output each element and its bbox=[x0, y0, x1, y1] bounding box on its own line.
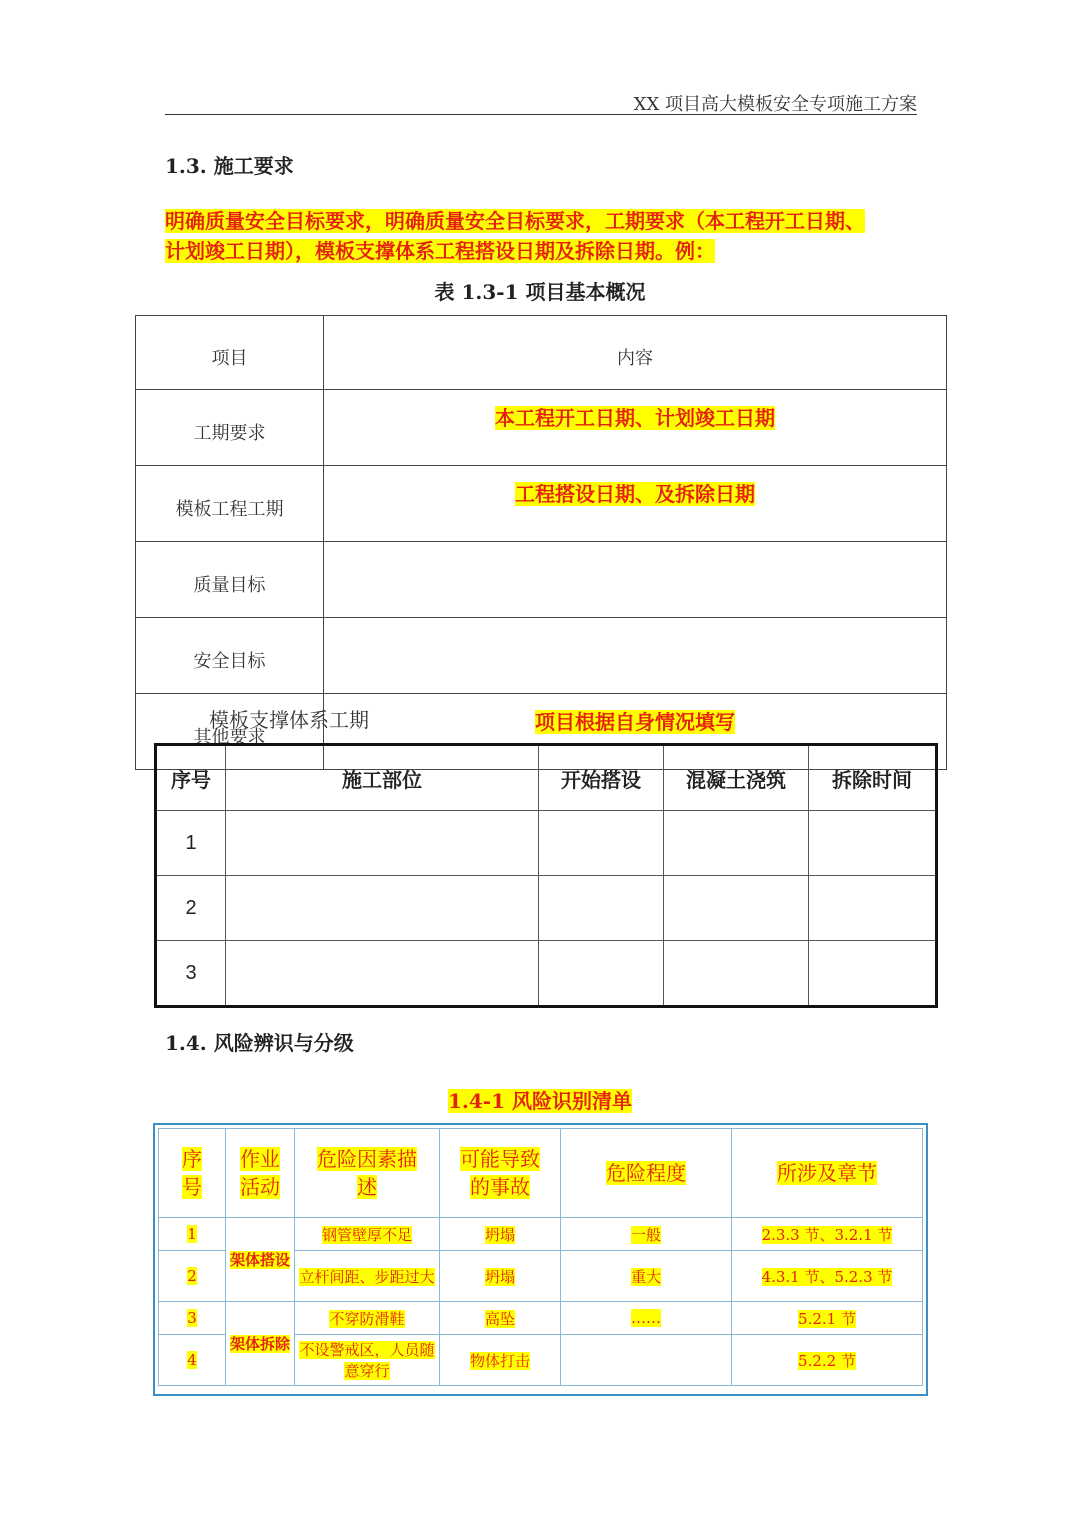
table1-caption: 表 1.3-1 项目基本概况 bbox=[434, 280, 646, 304]
table-row bbox=[156, 941, 937, 1007]
table-row bbox=[156, 876, 937, 941]
row-label: 工期要求 bbox=[136, 390, 324, 466]
row-label: 质量目标 bbox=[136, 542, 324, 618]
cell-accident: 坍塌 bbox=[440, 1251, 561, 1302]
col-header-accident: 可能导致 的事故 bbox=[440, 1129, 561, 1218]
row-value: 本工程开工日期、计划竣工日期 bbox=[324, 390, 947, 466]
intro-paragraph bbox=[165, 206, 925, 266]
table3-caption: 1.4-1 风险识别清单 bbox=[448, 1089, 632, 1113]
cell-accident: 物体打击 bbox=[440, 1335, 561, 1386]
risk-table-frame bbox=[153, 1123, 928, 1396]
col-header: 序号 bbox=[156, 745, 226, 811]
row-value: 工程搭设日期、及拆除日期 bbox=[324, 466, 947, 542]
cell-hazard: 立杆间距、步距过大 bbox=[295, 1251, 440, 1302]
table-header-row bbox=[136, 316, 947, 390]
cell-chapter: 5.2.2 节 bbox=[732, 1335, 923, 1386]
row-number: 2 bbox=[156, 876, 226, 941]
section-heading-1-3: 1.3. 施工要求 bbox=[165, 154, 294, 178]
table-row bbox=[136, 542, 947, 618]
cell-level bbox=[561, 1335, 732, 1386]
page-header bbox=[165, 86, 917, 115]
col-header: 混凝土浇筑 bbox=[664, 745, 809, 811]
col-header-hazard: 危险因素描 述 bbox=[295, 1129, 440, 1218]
header-cell-item: 项目 bbox=[136, 316, 324, 390]
col-header-activity: 作业 活动 bbox=[226, 1129, 295, 1218]
schedule-subtitle: 模板支撑体系工期 bbox=[209, 708, 369, 732]
row-label: 模板工程工期 bbox=[136, 466, 324, 542]
cell-hazard: 不穿防滑鞋 bbox=[295, 1302, 440, 1335]
row-number: 1 bbox=[156, 811, 226, 876]
cell-accident: 坍塌 bbox=[440, 1218, 561, 1251]
cell-chapter: 5.2.1 节 bbox=[732, 1302, 923, 1335]
col-header: 开始搭设 bbox=[539, 745, 664, 811]
header-cell-content: 内容 bbox=[324, 316, 947, 390]
row-label: 安全目标 bbox=[136, 618, 324, 694]
cell-level: 一般 bbox=[561, 1218, 732, 1251]
cell-no: 1 bbox=[159, 1218, 226, 1251]
cell-chapter: 4.3.1 节、5.2.3 节 bbox=[732, 1251, 923, 1302]
cell-no: 4 bbox=[159, 1335, 226, 1386]
row-value bbox=[324, 542, 947, 618]
section-heading-1-4: 1.4. 风险辨识与分级 bbox=[165, 1031, 354, 1055]
intro-line-2: 计划竣工日期），模板支撑体系工程搭设日期及拆除日期。例： bbox=[165, 239, 715, 263]
col-header: 拆除时间 bbox=[809, 745, 937, 811]
cell-no: 3 bbox=[159, 1302, 226, 1335]
table-row bbox=[136, 618, 947, 694]
col-header-no: 序 号 bbox=[159, 1129, 226, 1218]
cell-chapter: 2.3.3 节、3.2.1 节 bbox=[732, 1218, 923, 1251]
cell-level: …… bbox=[561, 1302, 732, 1335]
cell-hazard: 钢管壁厚不足 bbox=[295, 1218, 440, 1251]
project-overview-table bbox=[135, 315, 947, 770]
table-header-row bbox=[159, 1129, 923, 1218]
table-row bbox=[159, 1302, 923, 1335]
cell-no: 2 bbox=[159, 1251, 226, 1302]
cell-level: 重大 bbox=[561, 1251, 732, 1302]
intro-line-1: 明确质量安全目标要求，明确质量安全目标要求，工期要求（本工程开工日期、 bbox=[165, 209, 865, 233]
cell-hazard: 不设警戒区，人员随意穿行 bbox=[295, 1335, 440, 1386]
row-number: 3 bbox=[156, 941, 226, 1007]
table-header-row bbox=[156, 745, 937, 811]
col-header: 施工部位 bbox=[226, 745, 539, 811]
risk-identification-table bbox=[158, 1128, 923, 1386]
cell-accident: 高坠 bbox=[440, 1302, 561, 1335]
table-row bbox=[136, 466, 947, 542]
col-header-chapter: 所涉及章节 bbox=[732, 1129, 923, 1218]
table-row bbox=[136, 390, 947, 466]
col-header-level: 危险程度 bbox=[561, 1129, 732, 1218]
row-label: 其他要求 bbox=[136, 694, 324, 770]
schedule-table bbox=[154, 743, 938, 1008]
cell-activity: 架体拆除 bbox=[226, 1302, 295, 1386]
table-row bbox=[156, 811, 937, 876]
row-value bbox=[324, 618, 947, 694]
table-row bbox=[159, 1218, 923, 1251]
cell-activity: 架体搭设 bbox=[226, 1218, 295, 1302]
document-title: XX 项目高大模板安全专项施工方案 bbox=[633, 94, 917, 115]
row-value: 项目根据自身情况填写 bbox=[324, 694, 947, 770]
